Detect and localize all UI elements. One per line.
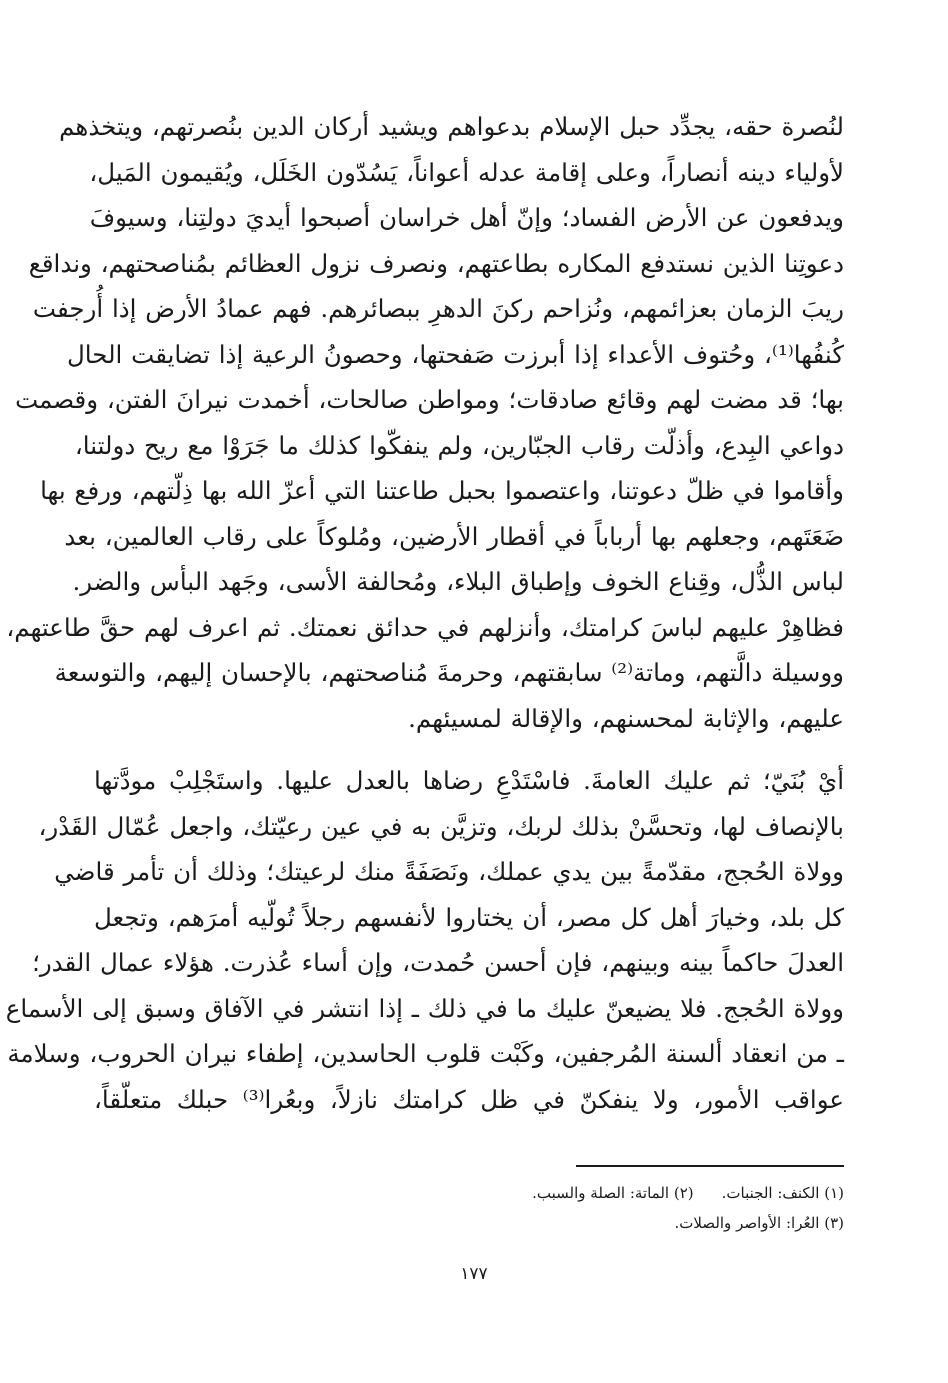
footnote-row-2 [244, 1208, 844, 1238]
text-line: بالإنصاف لها، وتحسَّنْ بذلك لربك، وتزيَّن به في عين رعيّتك، واجعل عُمّال القَدْر، [38, 811, 844, 841]
text-line: ـ من انعقاد ألسنة المُرجفين، وكَبْت قلوب الحاسدين، إطفاء نيران الحروب، وسلامة [7, 1039, 844, 1068]
text-line: وولاة الحُجج، مقدّمةً بين يدي عملك، ونَصَفَةً منك لرعيتك؛ وذلك أن تأمر قاضي [54, 857, 844, 886]
text-line: أيْ بُنَيّ؛ ثم عليك العامةَ. فاسْتَدْعِ رضاها بالعدل عليها. واستَجْلِبْ مودَّتها [94, 766, 844, 795]
text-line: بها؛ قد مضت لهم وقائع صادقات؛ ومواطن صالحات، أخمدت نيرانَ الفتن، وقصمت [15, 385, 844, 414]
footnote-1: (١) الكنف: الجنبات. [721, 1184, 844, 1202]
text-line: لباس الذُّل، وقِناع الخوف وإطباق البلاء، ومُحالفة الأسى، وجَهد البأس والضر. [72, 567, 844, 596]
text-line: عليهم، والإثابة لمحسنهم، والإقالة لمسيئهم. [408, 703, 844, 733]
text-line: دعوتِنا الذين نستدفع المكاره بطاعتهم، ونصرف نزول العظائم بمُناصحتهم، ونداقع [28, 248, 844, 278]
text-line: ضَعَتَهم، وجعلهم بها أرباباً في أقطار الأرضين، ومُلوكاً على رقاب العالمين، بعد [64, 521, 844, 551]
text-line: دواعي البِدع، وأذلّت رقاب الجبّارين، ولم ينفكّوا كذلك ما جَرَوْا مع ريح دولتنا، [74, 430, 844, 460]
paragraph-2 [5, 758, 844, 1122]
paragraph-1 [6, 104, 844, 741]
footnote-2: (٢) الماتة: الصلة والسبب. [532, 1184, 694, 1202]
text-line: كل بلد، وخيارَ أهل كل مصر، أن يختاروا لأنفسهم رجلاً تُولّيه أمرَهم، وتجعل [94, 902, 844, 932]
text-line: وولاة الحُجج. فلا يضيعنّ عليك ما في ذلك ـ إذا انتشر في الآفاق وسبق إلى الأسماع [5, 993, 844, 1023]
footnote-row-1 [244, 1178, 844, 1208]
footnote-divider [576, 1165, 844, 1167]
text-line: ويدفعون عن الأرض الفساد؛ وإنّ أهل خراسان أصبحوا أيديَ دولتِنا، وسيوفَ [89, 203, 844, 232]
text-line: كُنفُها⁽¹⁾، وحُتوف الأعداء إذا أبرزت صَفحتها، وحصونُ الرعية إذا تضايقت الحال [67, 339, 844, 369]
text-line: لنُصرة حقه، يجدِّد حبل الإسلام بدعواهم ويشيد أركان الدين بنُصرتهم، ويتخذهم [59, 112, 844, 141]
text-line: لأولياء دينه أنصاراً، وعلى إقامة عدله أعواناً، يَسُدّون الخَلَل، ويُقيمون المَيل، [89, 157, 844, 187]
text-line: عواقب الأمور، ولا ينفكنّ في ظل كرامتك نازلاً، وبعُرا⁽³⁾ حبلك متعلّقاً، [94, 1084, 844, 1114]
text-line: ريبَ الزمان بعزائمهم، ونُزاحم ركنَ الدهرِ ببصائرهم. فهم عمادُ الأرض إذا أُرجفت [32, 294, 844, 323]
text-line: ووسيلة دالَّتهم، وماتة⁽²⁾ سابقتهم، وحرمةَ مُناصحتهم، بالإحسان إليهم، والتوسعة [54, 658, 844, 687]
page-number: ١٧٧ [460, 1264, 488, 1284]
text-line: فظاهِرْ عليهم لباسَ كرامتك، وأنزلهم في حدائق نعمتك. ثم اعرف لهم حقَّ طاعتهم، [6, 612, 844, 642]
text-line: العدلَ حاكماً بينه وبينهم، فإن أحسن حُمدت، وإن أساء عُذرت. هؤلاء عمال القدر؛ [32, 948, 844, 977]
text-line: وأقاموا في ظلّ دعوتنا، واعتصموا بحبل طاعتنا التي أعزّ الله بها ذِلّتهم، ورفع بها [40, 476, 844, 505]
footnote-3: (٣) العُرا: الأواصر والصلات. [674, 1214, 844, 1232]
footnotes [244, 1178, 844, 1238]
